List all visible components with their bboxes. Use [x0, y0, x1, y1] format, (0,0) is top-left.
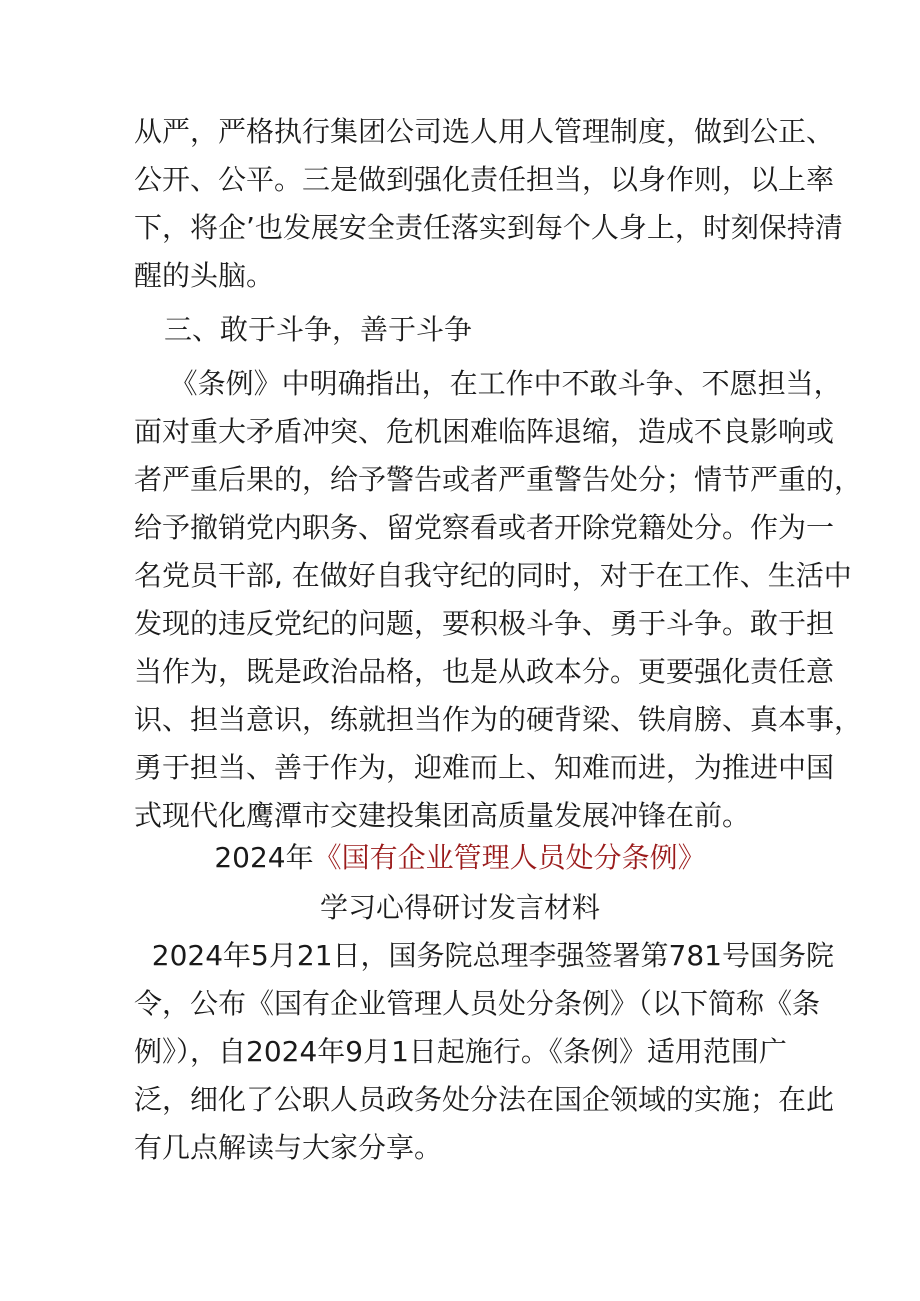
text-line: 给予撤销党内职务、留党察看或者开除党籍处分。作为一 [134, 511, 835, 544]
text-line: 发现的违反党纪的问题，要积极斗争、勇于斗争。敢于担 [134, 607, 835, 640]
text-line: 名党员干部, 在做好自我守纪的同时，对于在工作、生活中 [134, 559, 852, 592]
text-line: 识、担当意识，练就担当作为的硬背梁、铁肩膀、真本事， [134, 703, 863, 736]
text-line: 泛，细化了公职人员政务处分法在国企领域的实施；在此 [134, 1083, 835, 1116]
document-subtitle: 学习心得研讨发言材料 [319, 891, 600, 924]
text-line: 下，将企’也发展安全责任落实到每个人身上，时刻保持清 [134, 211, 843, 244]
paragraph-continued [134, 108, 843, 300]
text-line: 面对重大矛盾冲突、危机困难临阵退缩，造成不良影响或 [134, 415, 835, 448]
text-line: 勇于担当、善于作为，迎难而上、知难而进，为推进中国 [134, 751, 835, 784]
text-line: 例》），自2024年9月1日起施行。《条例》适用范围广 [134, 1035, 787, 1068]
text-line: 从严，严格执行集团公司选人用人管理制度，做到公正、 [134, 115, 835, 148]
text-line: 式现代化鹰潭市交建投集团高质量发展冲锋在前。 [134, 799, 751, 832]
paragraph-section3 [134, 360, 863, 840]
text-line: 公开、公平。三是做到强化责任担当，以身作则，以上率 [134, 163, 835, 196]
text-line: 《条例》中明确指出，在工作中不敢斗争、不愿担当， [134, 367, 842, 400]
text-line: 醒的头脑。 [134, 259, 275, 292]
text-line: 2024年5月21日，国务院总理李强签署第781号国务院 [134, 939, 834, 972]
text-line: 当作为，既是政治品格，也是从政本分。更要强化责任意 [134, 655, 835, 688]
text-line: 令，公布《国有企业管理人员处分条例》（以下简称《条 [134, 987, 821, 1020]
document-title [0, 834, 920, 882]
paragraph-intro [134, 932, 835, 1172]
title-year: 2024年 [214, 841, 314, 874]
title-regulation-name: 《国有企业管理人员处分条例》 [313, 841, 706, 874]
text-line: 者严重后果的，给予警告或者严重警告处分；情节严重的， [134, 463, 863, 496]
section-heading: 三、敢于斗争，善于斗争 [164, 313, 473, 346]
text-line: 有几点解读与大家分享。 [134, 1131, 443, 1164]
